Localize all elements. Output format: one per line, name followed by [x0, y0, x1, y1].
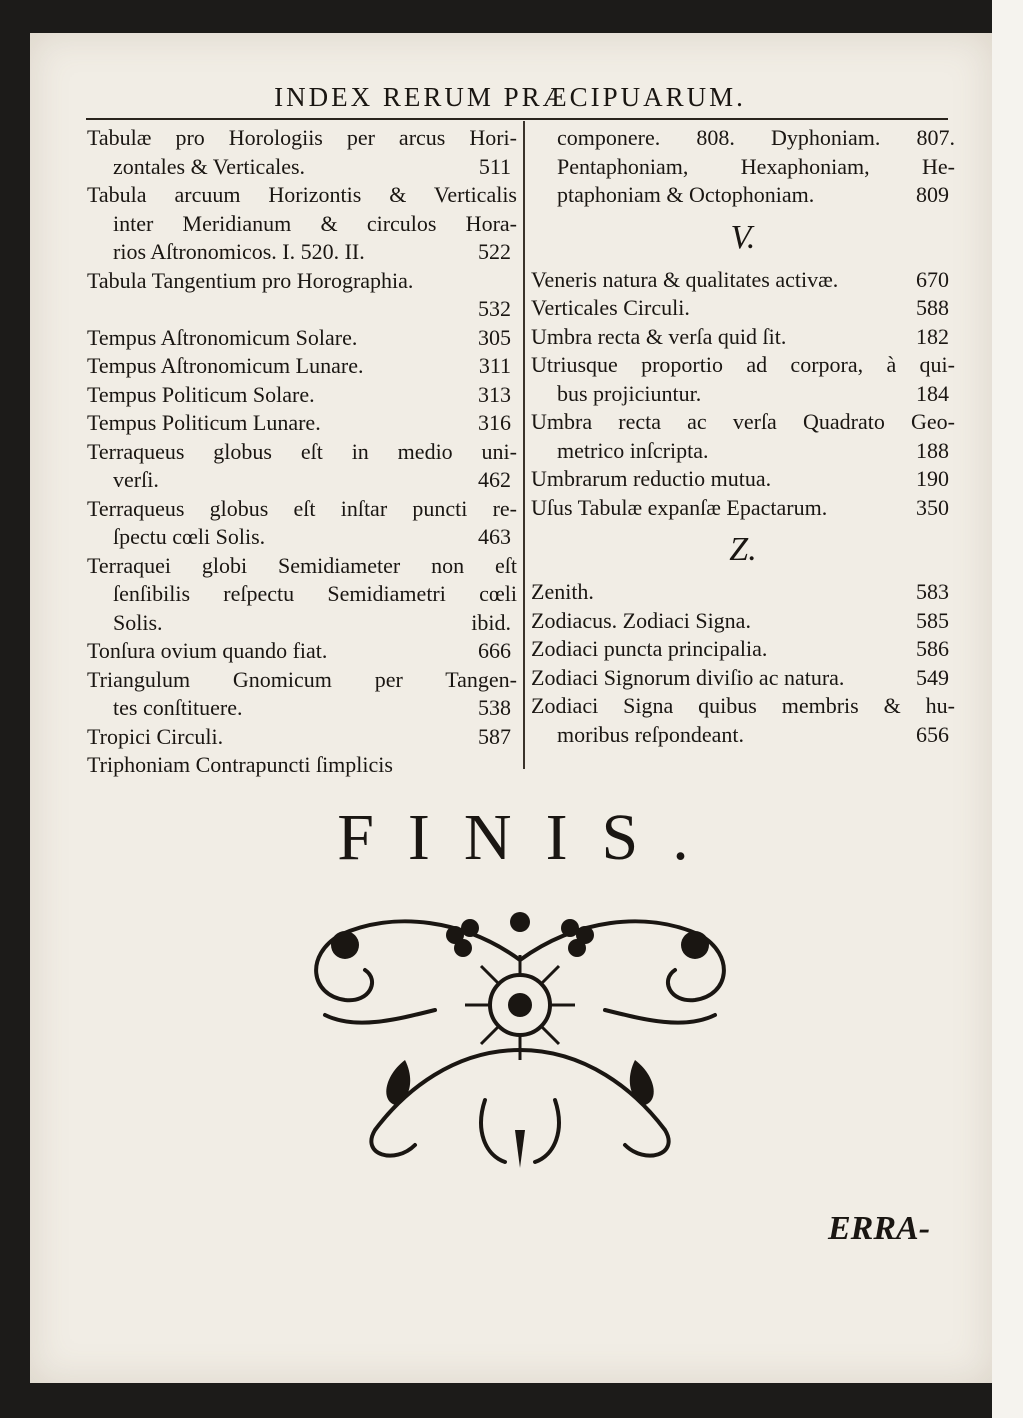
index-entry-line	[531, 153, 955, 182]
index-entry	[87, 751, 517, 780]
index-entry-line	[531, 380, 955, 409]
index-entry-text: Tempus Aſtronomicum Lunare.	[87, 353, 364, 378]
index-entry-text: Terraquei globi Semidiameter non eſt	[87, 552, 517, 578]
page-number: 350	[916, 494, 949, 520]
index-entry-text: Tonſura ovium quando fiat.	[87, 638, 328, 663]
index-entry-text: Terraqueus globus eſt in medio uni-	[87, 438, 517, 464]
index-entry-line	[87, 438, 517, 467]
index-entry-line	[87, 466, 517, 495]
page-number: ibid.	[471, 609, 511, 635]
page-number: 305	[478, 324, 511, 350]
continuation-entry	[531, 124, 955, 210]
index-entry	[531, 351, 955, 408]
index-entry-text: Verticales Circuli.	[531, 295, 690, 320]
floral-ornament	[285, 900, 755, 1170]
index-entry-text: tes conſtituere.	[113, 695, 243, 720]
index-entry	[87, 352, 517, 381]
page-number: 311	[478, 353, 511, 378]
page-number: 316	[478, 410, 511, 435]
index-entry-text: bus projiciuntur.	[557, 380, 702, 406]
page-number: 522	[478, 239, 511, 264]
index-entry-line	[87, 723, 517, 752]
page-number: 809	[916, 182, 949, 207]
index-entry-line	[87, 238, 517, 267]
index-entry	[87, 267, 517, 324]
index-entry-line	[531, 692, 955, 721]
page-number: 587	[478, 723, 511, 749]
v-section	[531, 266, 955, 523]
page-number: 190	[916, 466, 949, 491]
index-entry	[531, 494, 955, 523]
index-entry-line	[531, 635, 955, 664]
index-entry-line	[531, 664, 955, 693]
index-entry-line	[87, 552, 517, 581]
index-entry-text: Pentaphoniam, Hexaphoniam, He-	[557, 153, 955, 179]
index-entry-line	[87, 409, 517, 438]
index-entry-text: Tempus Politicum Solare.	[87, 381, 315, 407]
index-entry-text: Veneris natura & qualitates activæ.	[531, 266, 839, 292]
index-entry-line	[531, 294, 955, 323]
page-number: 588	[916, 295, 949, 320]
index-entry-line	[531, 607, 955, 636]
index-entry-line	[531, 465, 955, 494]
page-number: 585	[916, 607, 949, 633]
index-entry	[531, 607, 955, 636]
index-entry-line	[531, 437, 955, 466]
index-entry-line	[87, 495, 517, 524]
index-entry-text: Zodiacus. Zodiaci Signa.	[531, 607, 751, 633]
page-number: 532	[478, 296, 511, 321]
index-entry-line	[531, 494, 955, 523]
index-entry	[87, 181, 517, 267]
index-entry-line	[87, 381, 517, 410]
page-number: 656	[916, 721, 949, 747]
index-entry-text: verſi.	[113, 467, 159, 492]
index-entry-text: Uſus Tabulæ expanſæ Epactarum.	[531, 494, 828, 520]
index-entry-text: ſpectu cœli Solis.	[113, 524, 266, 549]
page-number: 670	[916, 266, 949, 292]
page-number: 463	[478, 524, 511, 549]
index-entry	[531, 635, 955, 664]
right-index-column	[531, 124, 955, 749]
page-number: 666	[478, 638, 511, 663]
index-entry-line	[87, 580, 517, 609]
index-entry-text: Tabulæ pro Horologiis per arcus Hori-	[87, 125, 517, 150]
index-entry	[87, 666, 517, 723]
index-entry-text: Zodiaci Signa quibus membris & hu-	[531, 693, 955, 718]
index-entry-text: Tempus Aſtronomicum Solare.	[87, 324, 358, 350]
index-entry-line	[531, 578, 955, 607]
page-number: 182	[916, 323, 949, 349]
index-entry-line	[87, 751, 517, 780]
index-entry-line	[531, 351, 955, 380]
index-entry	[87, 495, 517, 552]
index-entry-text: Tabula arcuum Horizontis & Verticalis	[87, 182, 517, 207]
index-entry	[531, 692, 955, 749]
index-entry-line	[87, 324, 517, 353]
index-entry	[531, 664, 955, 693]
page-number: 188	[916, 437, 949, 463]
section-letter-z: Z.	[729, 531, 757, 568]
page-number: 586	[916, 636, 949, 661]
index-entry-line	[87, 153, 517, 182]
index-entry-text: Umbra recta & verſa quid ſit.	[531, 323, 787, 349]
index-entry-text: rios Aſtronomicos. I. 520. II.	[113, 239, 365, 264]
index-entry-text: Tropici Circuli.	[87, 723, 224, 749]
section-letter-v: V.	[730, 218, 756, 256]
index-entry-line	[87, 124, 517, 153]
page-number: 511	[478, 153, 511, 179]
index-entry-line	[87, 609, 517, 638]
index-entry-text: componere. 808. Dyphoniam. 807.	[557, 125, 955, 150]
index-entry-line	[87, 666, 517, 695]
index-entry	[531, 408, 955, 465]
index-entry	[87, 723, 517, 752]
header-rule	[86, 118, 948, 120]
z-section	[531, 578, 955, 749]
index-entry-line	[531, 323, 955, 352]
index-entry-text: inter Meridianum & circulos Hora-	[113, 210, 517, 236]
finis-title: FINIS.	[337, 801, 723, 874]
index-entry-line	[87, 181, 517, 210]
index-entry-text: ptaphoniam & Octophoniam.	[557, 182, 815, 207]
index-entry-line	[87, 523, 517, 552]
page-number: 184	[916, 380, 949, 406]
index-entry-text: Terraqueus globus eſt inſtar puncti re-	[87, 495, 517, 521]
index-entry-text: Triphoniam Contrapuncti ſimplicis	[87, 752, 393, 777]
index-entry	[87, 381, 517, 410]
column-divider	[523, 121, 525, 769]
index-entry	[531, 465, 955, 494]
index-entry-text: Utriusque proportio ad corpora, à qui-	[531, 352, 955, 377]
index-entry-text: metrico inſcripta.	[557, 437, 709, 463]
index-entry-text: Umbra recta ac verſa Quadrato Geo-	[531, 409, 955, 434]
index-entry-line	[531, 181, 955, 210]
index-entry-text: moribus reſpondeant.	[557, 721, 744, 747]
index-entry-text: Zodiaci puncta principalia.	[531, 636, 768, 661]
index-entry-line	[87, 267, 517, 296]
index-entry	[87, 552, 517, 638]
index-entry	[87, 324, 517, 353]
index-entry-text: Solis.	[113, 609, 163, 635]
index-entry-text: Triangulum Gnomicum per Tangen-	[87, 666, 517, 692]
page-number: 538	[478, 695, 511, 720]
page-number: 313	[478, 381, 511, 407]
index-entry	[87, 124, 517, 181]
catchword: ERRA-	[828, 1210, 931, 1247]
page-number: 549	[916, 664, 949, 690]
index-entry-text: Zenith.	[531, 579, 594, 604]
index-entry-line	[87, 352, 517, 381]
index-entry-line	[87, 694, 517, 723]
index-entry	[531, 266, 955, 295]
index-entry-line	[87, 295, 517, 324]
running-header: INDEX RERUM PRÆCIPUARUM.	[274, 82, 746, 112]
index-entry	[531, 323, 955, 352]
left-index-column	[87, 124, 517, 780]
index-entry-line	[531, 266, 955, 295]
index-entry-line	[531, 408, 955, 437]
index-entry-line	[531, 721, 955, 750]
index-entry-line	[531, 124, 955, 153]
index-entry-text: Tabula Tangentium pro Horographia.	[87, 267, 414, 293]
facing-page-edge	[992, 0, 1023, 1418]
index-entry-text: zontales & Verticales.	[113, 153, 306, 179]
index-entry	[87, 438, 517, 495]
page-number: 462	[478, 467, 511, 492]
index-entry	[531, 578, 955, 607]
index-entry-line	[87, 637, 517, 666]
index-entry-text: ſenſibilis reſpectu Semidiametri cœli	[113, 581, 517, 606]
index-entry-text: Tempus Politicum Lunare.	[87, 410, 321, 435]
index-entry-text: Zodiaci Signorum diviſio ac natura.	[531, 664, 845, 690]
index-entry	[531, 294, 955, 323]
index-entry	[87, 637, 517, 666]
index-entry-text: Umbrarum reductio mutua.	[531, 466, 772, 491]
page-number: 583	[916, 579, 949, 604]
index-entry	[87, 409, 517, 438]
index-entry-line	[87, 210, 517, 239]
